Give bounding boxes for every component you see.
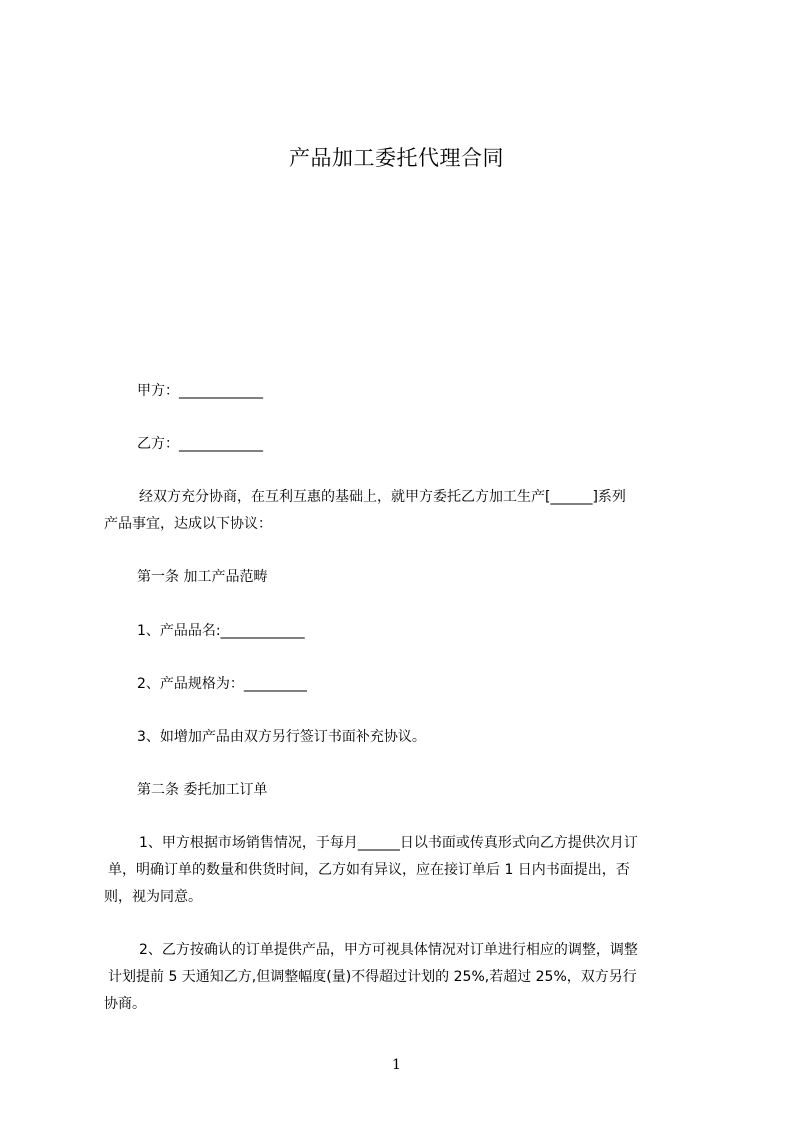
article-1-item-1: 1、产品品名:____________ xyxy=(137,623,305,639)
document-title: 产品加工委托代理合同 xyxy=(289,146,504,170)
article-2-para-1-line-2: 单，明确订单的数量和供货时间，乙方如有异议，应在接订单后 1 日内书面提出，否 xyxy=(108,862,630,878)
party-a-line: 甲方：____________ xyxy=(137,383,263,399)
article-1-item-3: 3、如增加产品由双方另行签订书面补充协议。 xyxy=(137,729,426,745)
preamble-line-2: 产品事宜，达成以下协议： xyxy=(104,516,272,532)
article-2-para-2-line-2: 计划提前 5 天通知乙方,但调整幅度(量)不得超过计划的 25%,若超过 25%，双方另行 xyxy=(108,969,637,985)
article-1-heading: 第一条 加工产品范畴 xyxy=(137,569,268,585)
article-2-para-1-line-1: 1、甲方根据市场销售情况，于每月______日以书面或传真形式向乙方提供次月订 xyxy=(139,835,638,851)
article-2-para-2-line-3: 协商。 xyxy=(104,996,146,1012)
preamble-line-1: 经双方充分协商，在互利互惠的基础上，就甲方委托乙方加工生产[______]系列 xyxy=(139,489,626,505)
page-number: 1 xyxy=(392,1057,401,1073)
article-2-para-1-line-3: 则，视为同意。 xyxy=(104,889,202,905)
article-2-heading: 第二条 委托加工订单 xyxy=(137,782,268,798)
party-b-line: 乙方：____________ xyxy=(137,436,263,452)
article-2-para-2-line-1: 2、乙方按确认的订单提供产品，甲方可视具体情况对订单进行相应的调整，调整 xyxy=(139,942,638,958)
article-1-item-2: 2、产品规格为：_________ xyxy=(137,676,307,692)
